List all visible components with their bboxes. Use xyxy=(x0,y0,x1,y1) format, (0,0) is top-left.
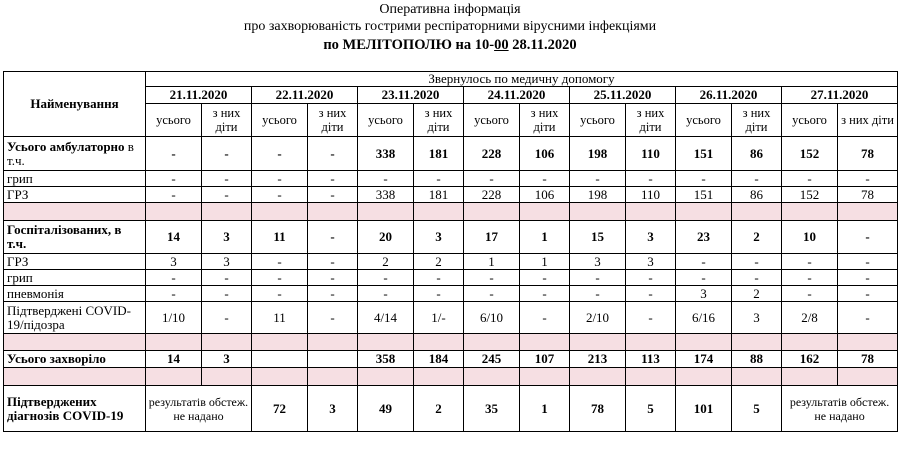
row-label-grz: ГРЗ xyxy=(4,187,146,203)
separator-cell xyxy=(358,203,414,221)
cell-hosp: 20 xyxy=(358,221,414,254)
cell-hflu: - xyxy=(676,270,732,286)
cell-confirmed: 101 xyxy=(676,386,732,432)
separator-cell xyxy=(570,334,626,351)
separator-cell xyxy=(202,334,252,351)
cell-grz: 106 xyxy=(520,187,570,203)
separator-cell xyxy=(146,368,202,386)
cell-pneu: - xyxy=(358,286,414,302)
cell-pneu: 2 xyxy=(732,286,782,302)
separator-cell xyxy=(676,368,732,386)
header-date: 23.11.2020 xyxy=(358,87,464,104)
separator-cell xyxy=(308,334,358,351)
separator-cell xyxy=(308,368,358,386)
title-line-1: Оперативна інформація xyxy=(379,2,521,17)
cell-covid: - xyxy=(202,302,252,334)
cell-flu: - xyxy=(520,171,570,187)
cell-pneu: - xyxy=(202,286,252,302)
header-group: Звернулось по медичну допомогу xyxy=(146,72,898,87)
cell-hgrz: 2 xyxy=(414,254,464,270)
cell-covid: - xyxy=(308,302,358,334)
cell-covid: 4/14 xyxy=(358,302,414,334)
separator-cell xyxy=(308,203,358,221)
cell-amb: 106 xyxy=(520,137,570,171)
cell-hgrz: - xyxy=(252,254,308,270)
separator-cell xyxy=(202,203,252,221)
cell-total: 358 xyxy=(358,351,414,368)
cell-flu: - xyxy=(626,171,676,187)
separator-cell xyxy=(252,368,308,386)
cell-total: 78 xyxy=(838,351,898,368)
cell-amb: 152 xyxy=(782,137,838,171)
cell-amb: - xyxy=(308,137,358,171)
separator-cell xyxy=(782,203,838,221)
cell-covid: 1/10 xyxy=(146,302,202,334)
cell-hgrz: - xyxy=(676,254,732,270)
cell-pneu: - xyxy=(464,286,520,302)
row-label-ambulatory: Усього амбулаторно в т.ч. xyxy=(4,137,146,171)
cell-confirmed: 72 xyxy=(252,386,308,432)
cell-hflu: - xyxy=(252,270,308,286)
header-sub-total: усього xyxy=(676,104,732,137)
cell-amb: 228 xyxy=(464,137,520,171)
cell-hgrz: 3 xyxy=(626,254,676,270)
cell-grz: 198 xyxy=(570,187,626,203)
cell-covid: 2/10 xyxy=(570,302,626,334)
cell-hflu: - xyxy=(520,270,570,286)
cell-confirmed: 1 xyxy=(520,386,570,432)
cell-grz: 151 xyxy=(676,187,732,203)
separator-cell xyxy=(732,334,782,351)
separator-cell xyxy=(782,368,838,386)
cell-covid: 6/10 xyxy=(464,302,520,334)
cell-hgrz: 3 xyxy=(570,254,626,270)
cell-covid: - xyxy=(520,302,570,334)
cell-pneu: - xyxy=(252,286,308,302)
separator-cell xyxy=(732,368,782,386)
cell-confirmed: 2 xyxy=(414,386,464,432)
header-sub-children: з них діти xyxy=(308,104,358,137)
cell-covid: 2/8 xyxy=(782,302,838,334)
row-label-total: Усього захворіло xyxy=(4,351,146,368)
header-sub-children: з них діти xyxy=(626,104,676,137)
header-sub-total: усього xyxy=(782,104,838,137)
header-sub-children: з них діти xyxy=(202,104,252,137)
cell-pneu: - xyxy=(626,286,676,302)
cell-hosp: 15 xyxy=(570,221,626,254)
report-table xyxy=(3,71,898,432)
separator-cell xyxy=(414,203,464,221)
cell-grz: 228 xyxy=(464,187,520,203)
cell-hosp: - xyxy=(838,221,898,254)
row-label-flu: грип xyxy=(4,171,146,187)
cell-total: 184 xyxy=(414,351,464,368)
header-date: 27.11.2020 xyxy=(782,87,898,104)
separator-cell xyxy=(520,334,570,351)
row-label-pneumonia: пневмонія xyxy=(4,286,146,302)
cell-grz: 110 xyxy=(626,187,676,203)
separator-cell xyxy=(626,203,676,221)
cell-grz: 181 xyxy=(414,187,464,203)
separator-cell xyxy=(146,334,202,351)
separator-cell xyxy=(4,203,146,221)
cell-covid: 11 xyxy=(252,302,308,334)
cell-total: 162 xyxy=(782,351,838,368)
cell-amb: 338 xyxy=(358,137,414,171)
row-label-hosp-flu: грип xyxy=(4,270,146,286)
cell-hosp: 17 xyxy=(464,221,520,254)
cell-total: 14 xyxy=(146,351,202,368)
separator-cell xyxy=(570,203,626,221)
cell-hgrz: 3 xyxy=(146,254,202,270)
separator-cell xyxy=(838,203,898,221)
separator-cell xyxy=(520,203,570,221)
separator-cell xyxy=(4,368,146,386)
cell-hgrz: 2 xyxy=(358,254,414,270)
cell-flu: - xyxy=(676,171,732,187)
cell-grz: - xyxy=(308,187,358,203)
cell-flu: - xyxy=(252,171,308,187)
cell-amb: - xyxy=(202,137,252,171)
confirmed-note-last: результатів обстеж. не надано xyxy=(782,386,898,432)
header-date: 22.11.2020 xyxy=(252,87,358,104)
separator-cell xyxy=(570,368,626,386)
cell-hflu: - xyxy=(732,270,782,286)
cell-amb: 181 xyxy=(414,137,464,171)
cell-hosp: 3 xyxy=(202,221,252,254)
separator-cell xyxy=(414,334,464,351)
cell-total xyxy=(252,351,308,368)
cell-total: 88 xyxy=(732,351,782,368)
cell-total: 174 xyxy=(676,351,732,368)
cell-covid: 1/- xyxy=(414,302,464,334)
cell-pneu: - xyxy=(570,286,626,302)
cell-grz: - xyxy=(252,187,308,203)
cell-hflu: - xyxy=(570,270,626,286)
cell-pneu: 3 xyxy=(676,286,732,302)
cell-confirmed: 49 xyxy=(358,386,414,432)
cell-total: 245 xyxy=(464,351,520,368)
header-sub-children: з них діти xyxy=(732,104,782,137)
cell-hgrz: - xyxy=(308,254,358,270)
cell-grz: 338 xyxy=(358,187,414,203)
cell-total: 3 xyxy=(202,351,252,368)
cell-hosp: 1 xyxy=(520,221,570,254)
cell-hflu: - xyxy=(414,270,464,286)
cell-grz: 86 xyxy=(732,187,782,203)
cell-flu: - xyxy=(146,171,202,187)
separator-cell xyxy=(4,334,146,351)
cell-hgrz: 1 xyxy=(520,254,570,270)
separator-cell xyxy=(782,334,838,351)
cell-hosp: 3 xyxy=(414,221,464,254)
separator-cell xyxy=(732,203,782,221)
cell-hgrz: - xyxy=(782,254,838,270)
cell-flu: - xyxy=(202,171,252,187)
cell-hflu: - xyxy=(782,270,838,286)
cell-amb: 151 xyxy=(676,137,732,171)
separator-cell xyxy=(464,368,520,386)
cell-total: 213 xyxy=(570,351,626,368)
cell-flu: - xyxy=(838,171,898,187)
cell-covid: 3 xyxy=(732,302,782,334)
cell-grz: - xyxy=(146,187,202,203)
cell-hosp: 3 xyxy=(626,221,676,254)
header-sub-total: усього xyxy=(570,104,626,137)
cell-hgrz: - xyxy=(838,254,898,270)
cell-pneu: - xyxy=(838,286,898,302)
cell-confirmed: 3 xyxy=(308,386,358,432)
cell-hflu: - xyxy=(464,270,520,286)
cell-amb: - xyxy=(146,137,202,171)
cell-covid: 6/16 xyxy=(676,302,732,334)
row-label-confirmed: Підтверджених діагнозів COVID-19 xyxy=(4,386,146,432)
header-sub-total: усього xyxy=(252,104,308,137)
cell-pneu: - xyxy=(782,286,838,302)
row-label-hospitalized: Госпіталізованих, в т.ч. xyxy=(4,221,146,254)
cell-total: 113 xyxy=(626,351,676,368)
header-date: 21.11.2020 xyxy=(146,87,252,104)
cell-hgrz: 3 xyxy=(202,254,252,270)
cell-confirmed: 35 xyxy=(464,386,520,432)
separator-cell xyxy=(838,368,898,386)
header-sub-total: усього xyxy=(358,104,414,137)
header-name-col: Найменування xyxy=(4,72,146,137)
header-date: 26.11.2020 xyxy=(676,87,782,104)
cell-hflu: - xyxy=(146,270,202,286)
cell-amb: 110 xyxy=(626,137,676,171)
separator-cell xyxy=(838,334,898,351)
header-sub-children: з них діти xyxy=(414,104,464,137)
cell-hflu: - xyxy=(308,270,358,286)
cell-pneu: - xyxy=(146,286,202,302)
header-sub-children: з них діти xyxy=(838,104,898,137)
cell-flu: - xyxy=(732,171,782,187)
separator-cell xyxy=(252,334,308,351)
cell-confirmed: 78 xyxy=(570,386,626,432)
separator-cell xyxy=(358,334,414,351)
cell-hosp: 2 xyxy=(732,221,782,254)
cell-flu: - xyxy=(464,171,520,187)
cell-hgrz: 1 xyxy=(464,254,520,270)
row-label-covid: Підтверджені COVID-19/підозра xyxy=(4,302,146,334)
separator-cell xyxy=(414,368,464,386)
cell-hosp: 14 xyxy=(146,221,202,254)
separator-cell xyxy=(202,368,252,386)
cell-hosp: - xyxy=(308,221,358,254)
cell-amb: 198 xyxy=(570,137,626,171)
cell-pneu: - xyxy=(414,286,464,302)
cell-amb: 86 xyxy=(732,137,782,171)
separator-cell xyxy=(520,368,570,386)
cell-hflu: - xyxy=(358,270,414,286)
cell-hosp: 11 xyxy=(252,221,308,254)
cell-flu: - xyxy=(308,171,358,187)
separator-cell xyxy=(464,334,520,351)
cell-total: 107 xyxy=(520,351,570,368)
cell-grz: 152 xyxy=(782,187,838,203)
cell-grz: 78 xyxy=(838,187,898,203)
header-sub-total: усього xyxy=(146,104,202,137)
cell-pneu: - xyxy=(308,286,358,302)
title-line-2: про захворюваність гострими респіраторними вірусними інфекціями xyxy=(243,19,657,34)
cell-hosp: 10 xyxy=(782,221,838,254)
cell-hflu: - xyxy=(202,270,252,286)
row-label-hosp-grz: ГРЗ xyxy=(4,254,146,270)
header-date: 25.11.2020 xyxy=(570,87,676,104)
separator-cell xyxy=(676,203,732,221)
separator-cell xyxy=(358,368,414,386)
separator-cell xyxy=(626,334,676,351)
title-line-3: по МЕЛІТОПОЛЮ на 10-00 28.11.2020 xyxy=(323,37,577,53)
cell-flu: - xyxy=(358,171,414,187)
separator-cell xyxy=(146,203,202,221)
separator-cell xyxy=(676,334,732,351)
cell-covid: - xyxy=(838,302,898,334)
separator-cell xyxy=(464,203,520,221)
confirmed-note-first: результатів обстеж. не надано xyxy=(146,386,252,432)
cell-confirmed: 5 xyxy=(732,386,782,432)
cell-amb: 78 xyxy=(838,137,898,171)
cell-flu: - xyxy=(570,171,626,187)
cell-total xyxy=(308,351,358,368)
cell-hosp: 23 xyxy=(676,221,732,254)
cell-confirmed: 5 xyxy=(626,386,676,432)
cell-amb: - xyxy=(252,137,308,171)
separator-cell xyxy=(252,203,308,221)
cell-flu: - xyxy=(414,171,464,187)
header-sub-total: усього xyxy=(464,104,520,137)
cell-hflu: - xyxy=(838,270,898,286)
cell-hgrz: - xyxy=(732,254,782,270)
separator-cell xyxy=(626,368,676,386)
cell-covid: - xyxy=(626,302,676,334)
cell-grz: - xyxy=(202,187,252,203)
header-date: 24.11.2020 xyxy=(464,87,570,104)
cell-flu: - xyxy=(782,171,838,187)
header-sub-children: з них діти xyxy=(520,104,570,137)
cell-pneu: - xyxy=(520,286,570,302)
cell-hflu: - xyxy=(626,270,676,286)
